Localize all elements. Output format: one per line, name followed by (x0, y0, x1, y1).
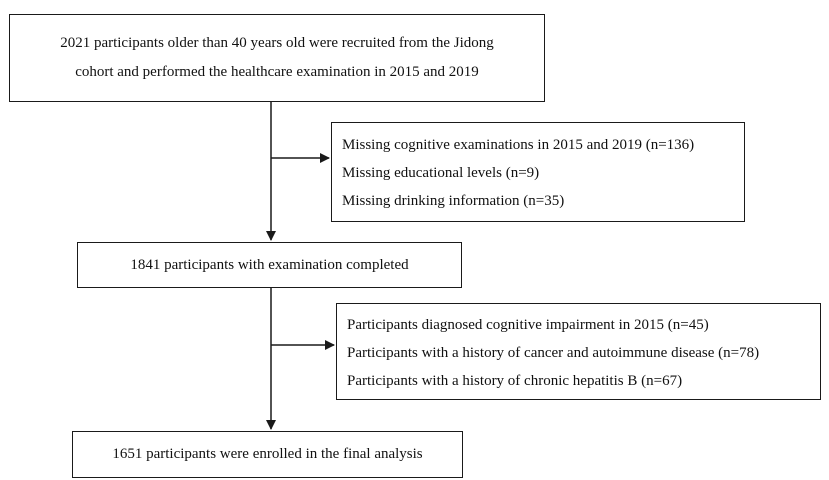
exclusion-box-medical-history (336, 303, 821, 400)
exclusion-item: Participants with a history of cancer and autoimmune disease (n=78) (347, 345, 760, 361)
exclusion-item: Participants with a history of chronic hepatitis B (n=67) (347, 373, 683, 389)
completed-examination-box (77, 242, 462, 288)
exclusion-item: Missing cognitive examinations in 2015 and 2019 (n=136) (342, 137, 695, 153)
exclusion-item: Missing drinking information (n=35) (342, 193, 565, 209)
recruited-line-1: 2021 participants older than 40 years old were recruited from the Jidong (60, 35, 494, 51)
exclusion-item: Participants diagnosed cognitive impairment in 2015 (n=45) (347, 317, 709, 333)
final-analysis-box (72, 431, 463, 478)
exclusion-box-missing-data (331, 122, 745, 222)
recruited-participants-box (9, 14, 545, 102)
completed-label: 1841 participants with examination completed (130, 256, 409, 273)
exclusion-item: Missing educational levels (n=9) (342, 165, 540, 181)
final-label: 1651 participants were enrolled in the final analysis (112, 446, 423, 462)
recruited-line-2: cohort and performed the healthcare examination in 2015 and 2019 (75, 64, 479, 80)
